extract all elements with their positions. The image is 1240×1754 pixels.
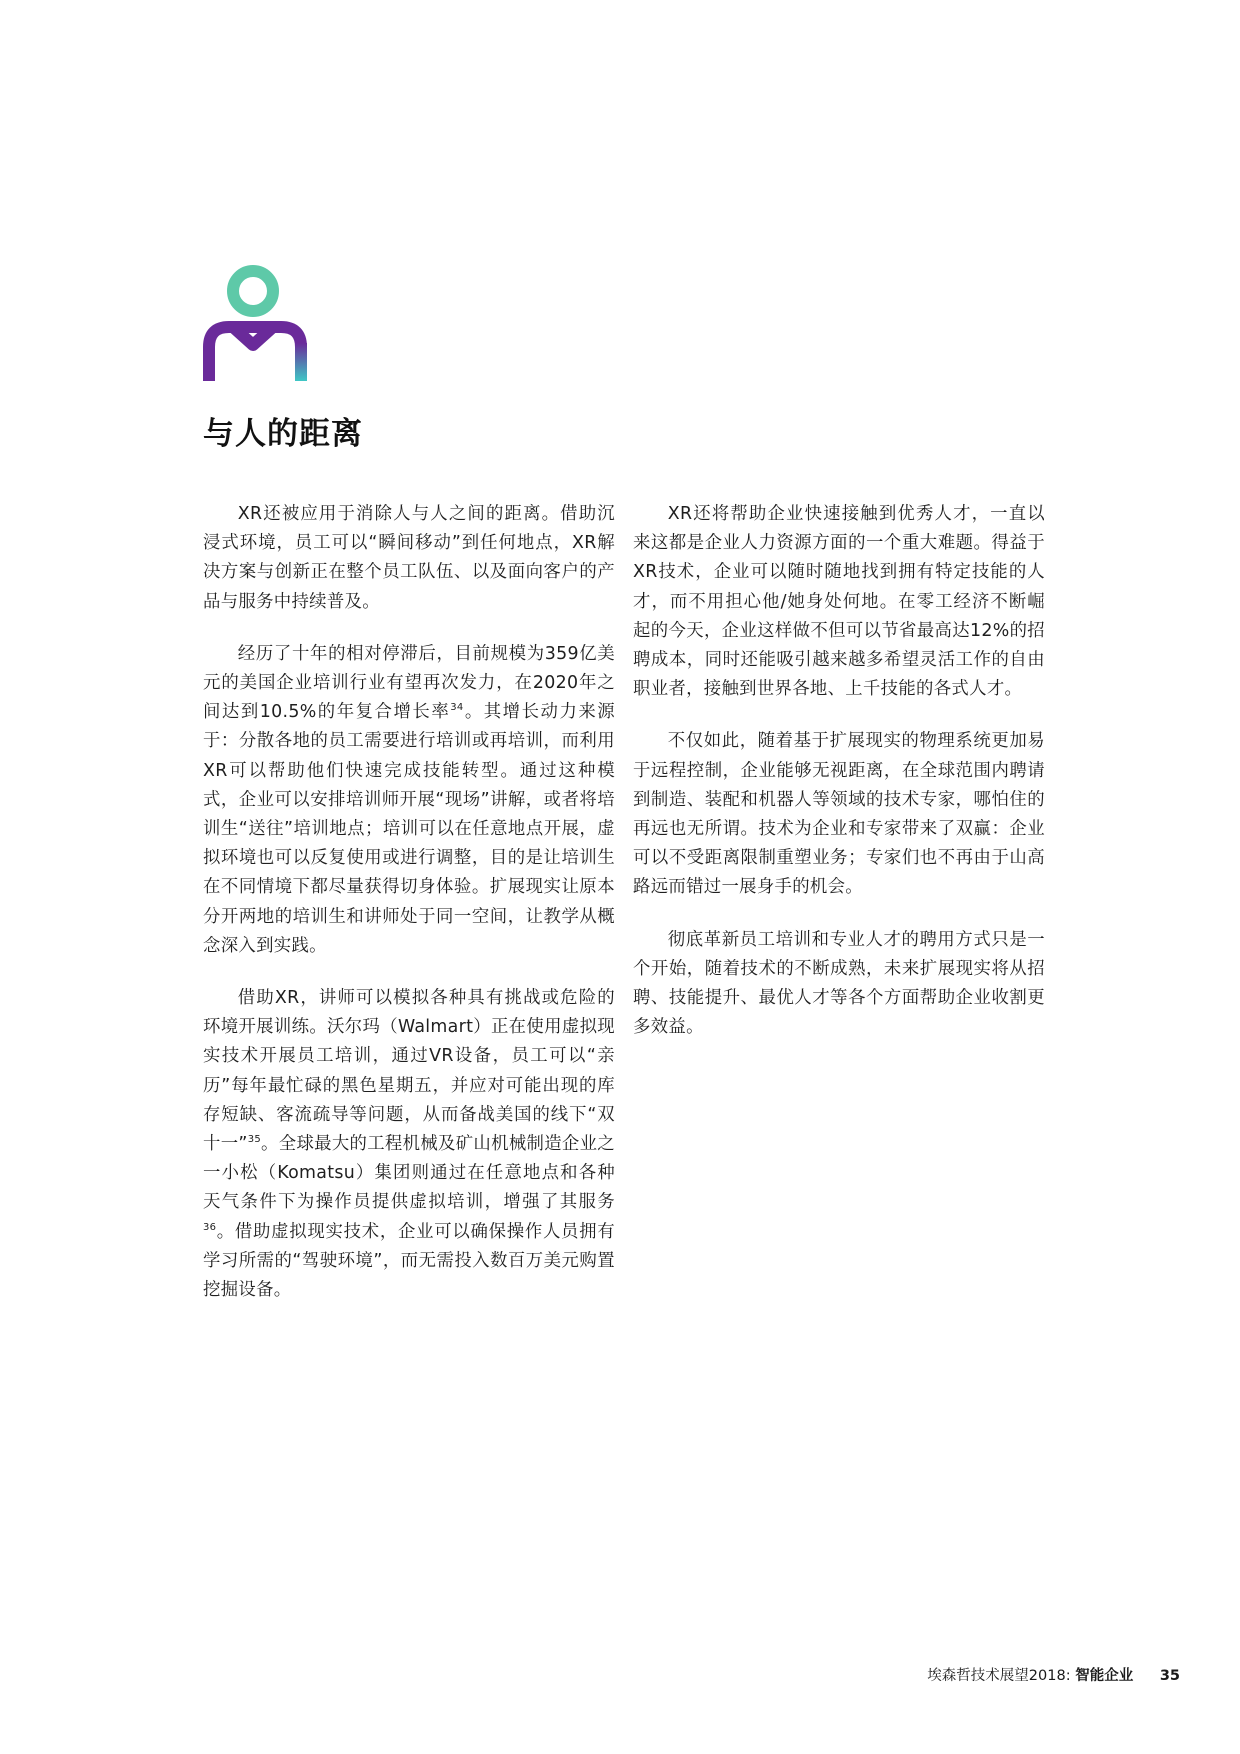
footnote-ref-35: 35 bbox=[247, 1134, 262, 1146]
footer-publication: 埃森哲技术展望2018: bbox=[927, 1668, 1071, 1684]
right-paragraph-2-text: 不仅如此，随着基于扩展现实的物理系统更加易于远程控制，企业能够无视距离，在全球范围内聘请到制造、装配和机器人等领域的技术专家，哪怕住的再远也无所谓。技术为企业和专家带来了双赢：企业可以不受距离限制重塑业务；专家们也不再由于山高路远而错过一展身手的机会。 bbox=[633, 731, 1045, 898]
footnote-ref-34: 34 bbox=[450, 702, 464, 714]
left-column bbox=[203, 500, 615, 1328]
person-body bbox=[209, 327, 301, 381]
right-column bbox=[633, 500, 1045, 1065]
person-arm-gradient bbox=[295, 343, 307, 381]
left-paragraph-3-text-c: 。借助虚拟现实技术，企业可以确保操作人员拥有学习所需的“驾驶环境”，而无需投入数百万美元购置挖掘设备。 bbox=[203, 1221, 615, 1301]
right-paragraph-1 bbox=[633, 500, 1045, 704]
person-icon bbox=[203, 265, 307, 381]
left-paragraph-1-text: XR还被应用于消除人与人之间的距离。借助沉浸式环境，员工可以“瞬间移动”到任何地点，XR解决方案与创新正在整个员工队伍、以及面向客户的产品与服务中持续普及。 bbox=[203, 504, 615, 612]
footnote-ref-36: 36 bbox=[203, 1221, 217, 1233]
right-paragraph-3 bbox=[633, 926, 1045, 1043]
right-paragraph-1-text: XR还将帮助企业快速接触到优秀人才，一直以来这都是企业人力资源方面的一个重大难题。得益于XR技术，企业可以随时随地找到拥有特定技能的人才，而不用担心他/她身处何地。在零工经济不断崛起的今天，企业这样做不但可以节省最高达12%的招聘成本，同时还能吸引越来越多希望灵活工作的自由职业者，接触到世界各地、上千技能的各式人才。 bbox=[633, 504, 1045, 700]
left-paragraph-3 bbox=[203, 984, 615, 1305]
left-paragraph-2 bbox=[203, 640, 615, 961]
left-paragraph-1 bbox=[203, 500, 615, 617]
page-number: 35 bbox=[1159, 1668, 1180, 1684]
page-footer bbox=[927, 1664, 1180, 1685]
footer-section: 智能企业 bbox=[1075, 1668, 1134, 1684]
left-paragraph-3-text-a: 借助XR，讲师可以模拟各种具有挑战或危险的环境开展训练。沃尔玛（Walmart）正在使用虚拟现实技术开展员工培训，通过VR设备，员工可以“亲历”每年最忙碌的黑色星期五，并应对可能出现的库存短缺、客流疏导等问题，从而备战美国的线下“双十一” bbox=[203, 988, 615, 1155]
left-paragraph-2-text-b: 。其增长动力来源于：分散各地的员工需要进行培训或再培训，而利用XR可以帮助他们快速完成技能转型。通过这种模式，企业可以安排培训师开展“现场”讲解，或者将培训生“送往”培训地点；培训可以在任意地点开展，虚拟环境也可以反复使用或进行调整，目的是让培训生在不同情境下都尽量获得切身体验。扩展现实让原本分开两地的培训生和讲师处于同一空间，让教学从概念深入到实践。 bbox=[203, 702, 615, 956]
right-paragraph-2 bbox=[633, 727, 1045, 902]
section-title: 与人的距离 bbox=[203, 416, 363, 452]
person-head bbox=[233, 271, 273, 311]
left-paragraph-2-text-a: 经历了十年的相对停滞后，目前规模为359亿美元的美国企业培训行业有望再次发力，在2020年之间达到10.5%的年复合增长率 bbox=[203, 643, 615, 723]
right-paragraph-3-text: 彻底革新员工培训和专业人才的聘用方式只是一个开始，随着技术的不断成熟，未来扩展现实将从招聘、技能提升、最优人才等各个方面帮助企业收割更多效益。 bbox=[633, 929, 1045, 1038]
left-paragraph-3-text-b: 。全球最大的工程机械及矿山机械制造企业之一小松（Komatsu）集团则通过在任意地点和各种天气条件下为操作员提供虚拟培训，增强了其服务 bbox=[203, 1134, 615, 1213]
